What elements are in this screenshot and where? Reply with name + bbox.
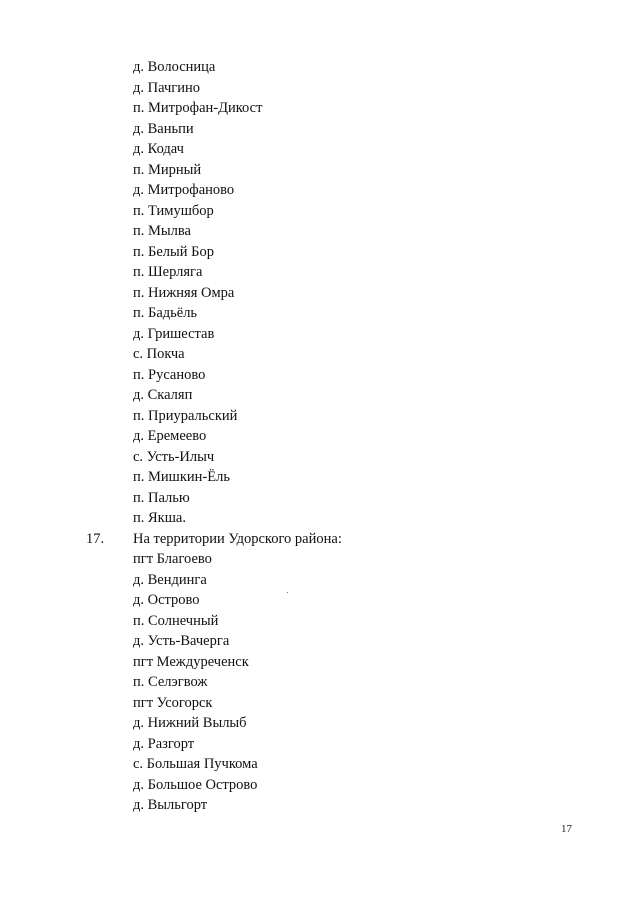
list-item: п. Якша. (133, 510, 186, 526)
list-item: п. Русаново (133, 366, 206, 383)
section-heading: На территории Удорского района: (133, 530, 342, 547)
list-item: д. Кодач (133, 141, 184, 157)
list-item: д. Выльгорт (133, 797, 208, 813)
list-item: п. Бадьёль (133, 305, 198, 321)
section-heading-row (86, 529, 342, 550)
list-item: п. Селэгвож (133, 674, 208, 690)
list-item: д. Ваньпи (133, 120, 194, 137)
list-item: с. Покча (133, 346, 185, 362)
list-item: п. Мишкин-Ёль (133, 469, 230, 485)
list-item: д. Острово (133, 592, 200, 608)
list-item: пгт Усогорск (133, 694, 213, 711)
page-number: 17 (561, 823, 572, 835)
list-item: д. Волосница (133, 59, 216, 75)
list-item: п. Шерляга (133, 264, 203, 280)
list-item: д. Вендинга (133, 571, 207, 588)
list-item: с. Большая Пучкома (133, 756, 258, 772)
list-item: д. Нижний Вылыб (133, 715, 247, 731)
section-number: 17. (86, 530, 105, 547)
list-item: п. Нижняя Омра (133, 284, 235, 301)
scan-speck (287, 592, 288, 593)
list-item: п. Приуральский (133, 407, 238, 424)
list-item: пгт Благоево (133, 551, 212, 567)
list-item: п. Белый Бор (133, 243, 214, 260)
list-item: п. Солнечный (133, 612, 219, 629)
list-item: д. Усть-Вачерга (133, 633, 230, 649)
list-item: п. Мирный (133, 161, 202, 178)
list-item: п. Митрофан-Дикост (133, 100, 263, 116)
list-item: п. Мылва (133, 223, 191, 239)
settlement-list (86, 57, 342, 816)
list-item: д. Гришестав (133, 325, 215, 342)
list-item: д. Скаляп (133, 387, 193, 403)
list-item: д. Разгорт (133, 735, 195, 752)
list-item: д. Еремеево (133, 428, 207, 444)
list-item: д. Большое Острово (133, 776, 258, 793)
list-item: д. Пачгино (133, 79, 200, 96)
list-item: п. Тимушбор (133, 202, 214, 219)
list-item: с. Усть-Илыч (133, 448, 215, 465)
list-item: д. Митрофаново (133, 182, 235, 198)
list-item: пгт Междуреченск (133, 653, 249, 670)
list-item: п. Палью (133, 489, 190, 506)
